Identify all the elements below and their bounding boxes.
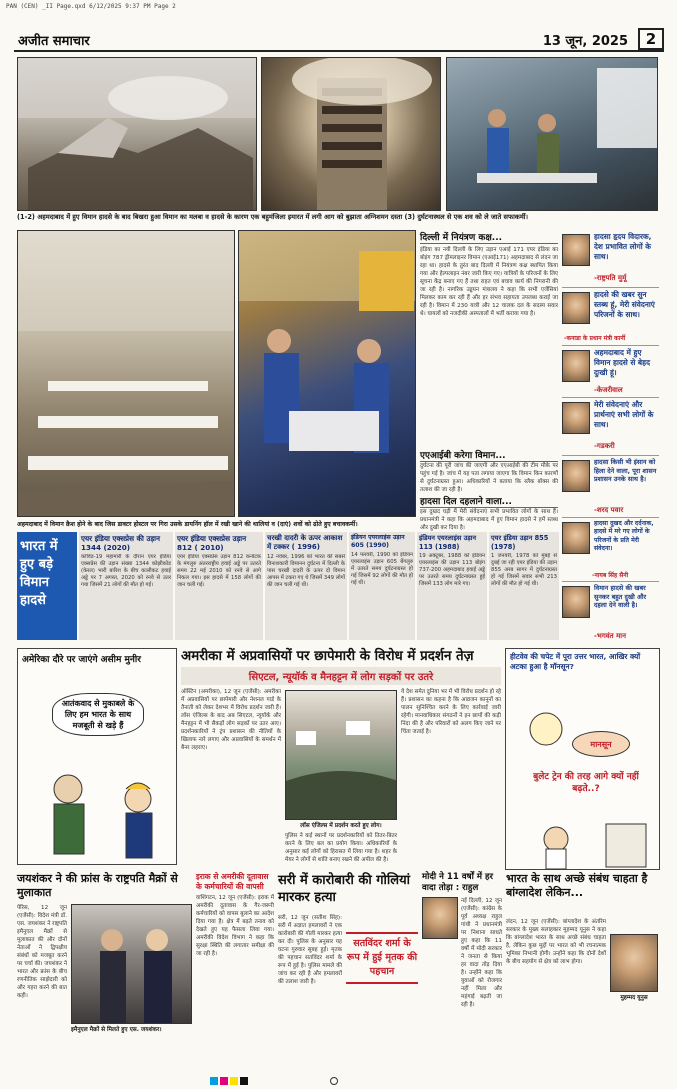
quote-card <box>562 288 659 346</box>
accident-body: 1 जनवरी, 1978 को मुंबई से दुबई जा रही एयर इंडिया की उड़ान 855 अरब सागर में दुर्घटनाग्रस्त हो गई जिसमें सवार सभी 213 लोगों की मौत हो गई थी। <box>491 553 557 587</box>
photo-jaishankar-macron <box>71 904 192 1024</box>
accident-body: एयर इंडिया एक्सप्रेस उड़ान 812 कर्नाटक के मंगलुरु अंतरराष्ट्रीय हवाई अड्डे पर उतरते समय 22 मई 2010 को रनवे से आगे निकल गया। इस हादसे में 158 लोगों की जान चली गई। <box>177 554 261 588</box>
accident-title: एयर इंडिया उड़ान 855 (1978) <box>491 534 549 551</box>
quote-author: -नायब सिंह सैनी <box>592 572 629 579</box>
dining-hall-illustration <box>18 231 235 517</box>
accident-card <box>79 532 173 640</box>
registration-marks <box>0 1075 677 1087</box>
accident-card <box>175 532 263 640</box>
photo-rescuers-carry-body <box>238 230 416 517</box>
bangladesh-headline: भारत के साथ अच्छे संबंध चाहता है बांग्लादेश लेकिन... <box>506 872 648 899</box>
quote-card <box>562 518 659 582</box>
quote-author: -राष्ट्रपति मुर्मू <box>594 274 627 282</box>
print-slug: PAN (CEN) _II Page.qxd 6/12/2025 9:37 PM Page 2 <box>6 3 176 10</box>
jaishankar-headline: जयशंकर ने की फ्रांस के राष्ट्रपति मैक्रों से मुलाकात <box>17 872 178 899</box>
quote-text: हादसा हृदय विदारक, देश प्रभावित लोगों के साथ। <box>594 232 652 261</box>
quote-text: हादसे की खबर सुन स्तब्ध हूं, मेरी संवेदनाएं परिजनों के साथ। <box>594 290 655 319</box>
meeting-illustration <box>72 905 192 1024</box>
quote-card <box>562 456 659 518</box>
quote-text: हादसा दुखद और दर्दनाक, हादसे में मरे गए लोगों के परिजनों के प्रति मेरी संवेदना। <box>594 520 654 552</box>
mid-photo-caption: अहमदाबाद में विमान क्रैश होने के बाद जिस डाक्टर होस्टल पर गिरा उसके डायनिंग हॉल में रखी खाने की थालियां व (दाएं) शवों को ढोते हुए बचावकर्मी। <box>17 521 358 528</box>
jaishankar-photo-caption: इमैनुएल मैक्रों से मिलते हुए एस. जयशंकर। <box>71 1027 162 1033</box>
avatar <box>562 460 590 492</box>
protest-subhead: सिएटल, न्यूयॉर्क व मैनहट्टन में लोग सड़कों पर उतरे <box>181 667 501 685</box>
iraq-headline: इराक से अमरीकी दूतावास के कर्मचारियों की वापसी <box>196 872 269 891</box>
accident-body: 14 फरवरी, 1990 को इंडियन एयरलाइंस उड़ान 605 बेंगलुरु में उतरते समय दुर्घटनाग्रस्त हो गई जिसमें 92 लोगों की मौत हो गई थी। <box>351 552 413 586</box>
photo-yunus <box>610 934 658 992</box>
paper-name: अजीत समाचार <box>18 34 90 49</box>
protest-story <box>181 648 501 870</box>
surrey-pullquote: सतविंदर शर्मा के रूप में हुई मृतक की पहचान <box>346 932 418 984</box>
accident-title: इंडियन एयरलाइंस उड़ान 605 (1990) <box>351 534 405 549</box>
monsoon-title: हीटवेव की चपेट में पूरा उत्तर भारत, आखिर क्यों अटका हुआ है मॉनसून? <box>510 652 641 671</box>
rahul-story <box>422 872 502 1072</box>
quote-card <box>562 398 659 456</box>
photo-hostel-dining <box>17 230 235 517</box>
bangladesh-story <box>506 872 660 1072</box>
munir-cartoon <box>17 648 177 865</box>
accident-title: एयर इंडिया एक्सप्रेस की उड़ान 1344 (2020) <box>81 534 161 552</box>
quote-text: विमान हादसे की खबर सुनकर बहुत दुखी और दहला देने वाली है। <box>594 584 647 609</box>
quotes-column <box>562 230 659 650</box>
monsoon-speech: बुलेट ट्रेन की तरह आगे क्यों नहीं बढ़ते..? <box>533 772 639 794</box>
color-swatch <box>220 1077 228 1085</box>
quote-author: -कनाडा के प्रधान मंत्री कार्नी <box>564 335 626 342</box>
iraq-story <box>196 872 274 1072</box>
issue-date: 13 जून, 2025 <box>542 34 628 49</box>
accident-body: 19 अक्टूबर, 1988 को इंडियन एयरलाइंस की उड़ान 113 बोइंग 737-200 अहमदाबाद हवाई अड्डे पर उतरते समय दुर्घटनाग्रस्त हुई जिसमें 133 लोग मारे गए। <box>419 553 485 587</box>
speech-bubble: आतंकवाद से मुकाबले के लिए हम भारत के साथ मजबूती से खड़े हैं <box>52 693 144 736</box>
monsoon-cartoon <box>505 648 660 870</box>
accidents-label-4: हादसे <box>20 593 46 608</box>
accident-body: 12 नवंबर, 1996 को भारत की सबसे विनाशकारी विमानन दुर्घटना में दिल्ली के पास चरखी दादरी के ऊपर दो विमान आपस में टकरा गए थे जिसमें 349 लोगों की जान चली गई थी। <box>267 554 345 588</box>
registration-dot <box>330 1077 338 1085</box>
color-swatch <box>240 1077 248 1085</box>
avatar <box>562 586 590 618</box>
cartoon-title: अमेरिका दौरे पर जाएंगे असीम मुनीर <box>22 655 141 665</box>
masthead <box>14 28 664 52</box>
jaishankar-story <box>17 872 192 1072</box>
photo-la-protest <box>285 690 397 820</box>
protest-body-1: ऑस्टिन (अमरीका), 12 जून (एजेंसी): अमरीका में अप्रवासियों पर छापेमारी और नेशनल गार्ड के तैनाती को लेकर देशभर में विरोध प्रदर्शन जारी हैं। लॉस एंजिल्स के बाद अब सिएटल, न्यूयॉर्क और मैनहट्टन में भी सैकड़ों लोग सड़कों पर उतर आए। प्रदर्शनकारियों ने ट्रंप प्रशासन की नीतियों के खिलाफ नारे लगाए और अप्रवासियों के समर्थन में बैनर लहराए। <box>181 689 281 751</box>
protest-body-2: पुलिस ने कई स्थानों पर प्रदर्शनकारियों को तितर-बितर करने के लिए बल का प्रयोग किया। अधिकारियों के अनुसार कई लोगों को हिरासत में लिया गया है। शहर के मेयर ने लोगों से शांति बनाए रखने की अपील की है। <box>285 833 397 863</box>
photo-crash-wreckage <box>17 57 257 211</box>
aaib-head: एएआईबी करेगा विमान... <box>420 448 558 462</box>
protest-photo-caption: लॉस एंजिल्स में प्रदर्शन करते हुए लोग। <box>300 823 382 829</box>
accident-body: कोविड-19 महामारी के दौरान एयर इंडिया एक्सप्रेस की उड़ान संख्या 1344 कोझीकोड (केरल) भारी बारिश के बीच कालीकट हवाई अड्डे पर 7 अगस्त, 2020 को रनवे से उतर गया जिसमें 21 लोगों की मौत हो गई। <box>81 554 171 588</box>
accidents-label-1: भारत में <box>20 539 58 554</box>
iraq-body: वाशिंगटन, 12 जून (एजेंसी): इराक में अमरीकी दूतावास के गैर-जरूरी कर्मचारियों को वापस बुलाने का आदेश दिया गया है। क्षेत्र में बढ़ते तनाव को देखते हुए यह फैसला लिया गया। अमरीकी विदेश विभाग ने कहा कि सुरक्षा स्थिति की लगातार समीक्षा की जा रही है। <box>196 895 274 957</box>
avatar <box>562 350 590 382</box>
protest-body-3: ये देश समेत दुनिया भर में भी विरोध प्रदर्शन हो रहे हैं। प्रशासन का कहना है कि आव्रजन कानूनों का पालन सुनिश्चित करने के लिए कार्रवाई जारी रहेगी। मानवाधिकार संगठनों ने इन छापों की कड़ी निंदा की है और परिवारों को अलग किए जाने पर चिंता जताई है। <box>401 689 501 735</box>
accidents-strip <box>79 532 559 640</box>
color-swatch <box>210 1077 218 1085</box>
jaishankar-body: पेरिस, 12 जून (एजेंसी): विदेश मंत्री डॉ. एस. जयशंकर ने राष्ट्रपति इमैनुएल मैक्रों से मुलाकात की और दोनों नेताओं ने द्विपक्षीय संबंधों को मजबूत करने पर चर्चा की। जयशंकर ने भारत और फ्रांस के बीच रणनीतिक साझेदारी को और गहरा करने की बात कही। <box>17 905 67 999</box>
accident-title: चरखी दादरी के ऊपर आकाश में टक्कर ( 1996) <box>267 534 343 551</box>
wreckage-illustration <box>18 58 257 211</box>
avatar <box>562 522 590 554</box>
accident-card <box>265 532 347 640</box>
quote-text: मेरी संवेदनाएं और प्रार्थनाएं सभी लोगों के साथ। <box>594 400 654 429</box>
monsoon-balloon: मानसून <box>572 731 630 757</box>
delhi-control-column <box>420 230 558 531</box>
protest-illustration <box>286 691 397 820</box>
quote-author: -गडकरी <box>594 442 615 450</box>
munir-figure-illustration <box>18 649 178 866</box>
delhi-head: दिल्ली में नियंत्रण कक्ष... <box>420 230 558 244</box>
delhi-body: इंडिया का नयी दिल्ली के लिए उड़ान एआई 171 एयर इंडिया का बोइंग 787 ड्रीमलाइनर विमान (एआई171) अहमदाबाद से लंदन जा रहा था। हादसे के तुरंत बाद दिल्ली में नियंत्रण कक्ष स्थापित किया गया और हेल्पलाइन नंबर जारी किए गए। यात्रियों के परिजनों के लिए सूचना केंद्र बनाए गए हैं तथा राहत एवं बचाव कार्य की निगरानी की जा रही है। नागरिक उड्डयन मंत्रालय ने कहा कि सभी एजेंसियां मिलकर काम कर रही हैं और हर संभव सहायता उपलब्ध कराई जा रही है। विमान में 230 यात्री और 12 चालक दल के सदस्य सवार थे। घायलों को नजदीकी अस्पतालों में भर्ती कराया गया है। <box>420 247 558 317</box>
accidents-label-3: विमान <box>20 575 49 590</box>
accident-card <box>349 532 415 640</box>
quote-author: -शरद पवार <box>594 506 624 514</box>
surrey-story <box>278 872 418 1072</box>
surrey-headline: सरी में कारोबारी की गोलियां मारकर हत्या <box>278 873 410 905</box>
surrey-body: सरी, 12 जून (सतीश सिंह): सरी में अज्ञात हमलावरों ने एक कारोबारी की गोली मारकर हत्या कर दी। पुलिस के अनुसार यह घटना गुरुवार सुबह हुई। मृतक की पहचान सतविंदर शर्मा के रूप में हुई है। पुलिस मामले की जांच कर रही है और हमलावरों की तलाश जारी है। <box>278 915 342 985</box>
photo-rescue-stretcher <box>446 57 658 211</box>
page-number: 2 <box>638 28 664 50</box>
avatar <box>422 897 458 939</box>
hadsa-body: इस दुखद घड़ी में मेरी संवेदनाएं सभी प्रभावित लोगों के साथ हैं। प्रधानमंत्री ने कहा कि अहमदाबाद में हुए विमान हादसे ने हमें स्तब्ध और दुखी कर दिया है। <box>420 509 558 531</box>
quote-text: हादसा किसी भी इंसान को हिला देने वाला, पूरा शासन प्रशासन उनके साथ है। <box>594 458 657 483</box>
protest-headline: अमरीका में अप्रवासियों पर छापेमारी के विरोध में प्रदर्शन तेज़ <box>181 649 474 664</box>
sun-figure-illustration <box>506 649 661 871</box>
accident-title: इंडियन एयरलाइंस उड़ान 113 (1988) <box>419 534 477 551</box>
photo-burning-building <box>261 57 441 211</box>
color-swatch <box>230 1077 238 1085</box>
hadsa-head: हादसा दिल दहलाने वाला... <box>420 494 558 508</box>
avatar <box>562 234 590 266</box>
accidents-label-box <box>17 532 77 640</box>
quote-text: अहमदाबाद में हुए विमान हादसे से बेहद दुःखी हूं। <box>594 348 651 377</box>
aaib-body: दुर्घटना की पूरी जांच की जाएगी और एएआईबी की टीम मौके पर पहुंच गई है। जांच में यह पता लगाया जाएगा कि विमान किन कारणों से दुर्घटनाग्रस्त हुआ। अधिकारियों ने बताया कि ब्लैक बॉक्स की तलाश की जा रही है। <box>420 463 558 493</box>
avatar <box>562 402 590 434</box>
quote-author: -केजरीवाल <box>594 386 623 394</box>
accidents-label-2: हुए बड़े <box>20 557 53 572</box>
accident-card <box>417 532 487 640</box>
accident-title: एयर इंडिया एक्सप्रेस उड़ान 812 ( 2010) <box>177 534 247 552</box>
rahul-headline: मोदी ने 11 वर्षों में हर वादा तोड़ा : राहुल <box>422 872 494 893</box>
rescuers-illustration <box>239 231 416 517</box>
rahul-body: नई दिल्ली, 12 जून (एजेंसी): कांग्रेस के पूर्व अध्यक्ष राहुल गांधी ने प्रधानमंत्री पर निशाना साधते हुए कहा कि 11 वर्षों में मोदी सरकार ने जनता से किया हर वादा तोड़ दिया है। उन्होंने कहा कि युवाओं को रोजगार नहीं मिला और महंगाई बढ़ती जा रही है। <box>461 898 502 1008</box>
building-illustration <box>262 58 441 211</box>
quote-card <box>562 582 659 644</box>
bangladesh-body: लंदन, 12 जून (एजेंसी): बांग्लादेश के अंतरिम सरकार के मुख्य सलाहकार मुहम्मद यूनुस ने कहा कि बांग्लादेश भारत के साथ अच्छे संबंध चाहता है, लेकिन कुछ मुद्दों पर भारत को भी रचनात्मक भूमिका निभानी होगी। उन्होंने कहा कि दोनों देशों के बीच सहयोग से क्षेत्र को लाभ होगा। <box>506 919 606 965</box>
rescue-illustration <box>447 58 658 211</box>
quote-author: -भगवंत मान <box>594 632 626 640</box>
avatar <box>562 292 590 324</box>
quote-card <box>562 230 659 288</box>
quote-card <box>562 346 659 398</box>
accident-card <box>489 532 559 640</box>
top-photo-caption: (1-2) अहमदाबाद में हुए विमान हादसे के बाद बिखरा हुआ विमान का मलबा व हादसे के कारण एक बहुमंजिला इमारत में लगी आग को बुझाता अग्निशमन दस्ता (3) दुर्घटनास्थल से एक शव को ले जाते सफाकर्मी। <box>17 213 529 221</box>
yunus-caption: मुहम्मद यूनुस <box>620 995 648 1001</box>
